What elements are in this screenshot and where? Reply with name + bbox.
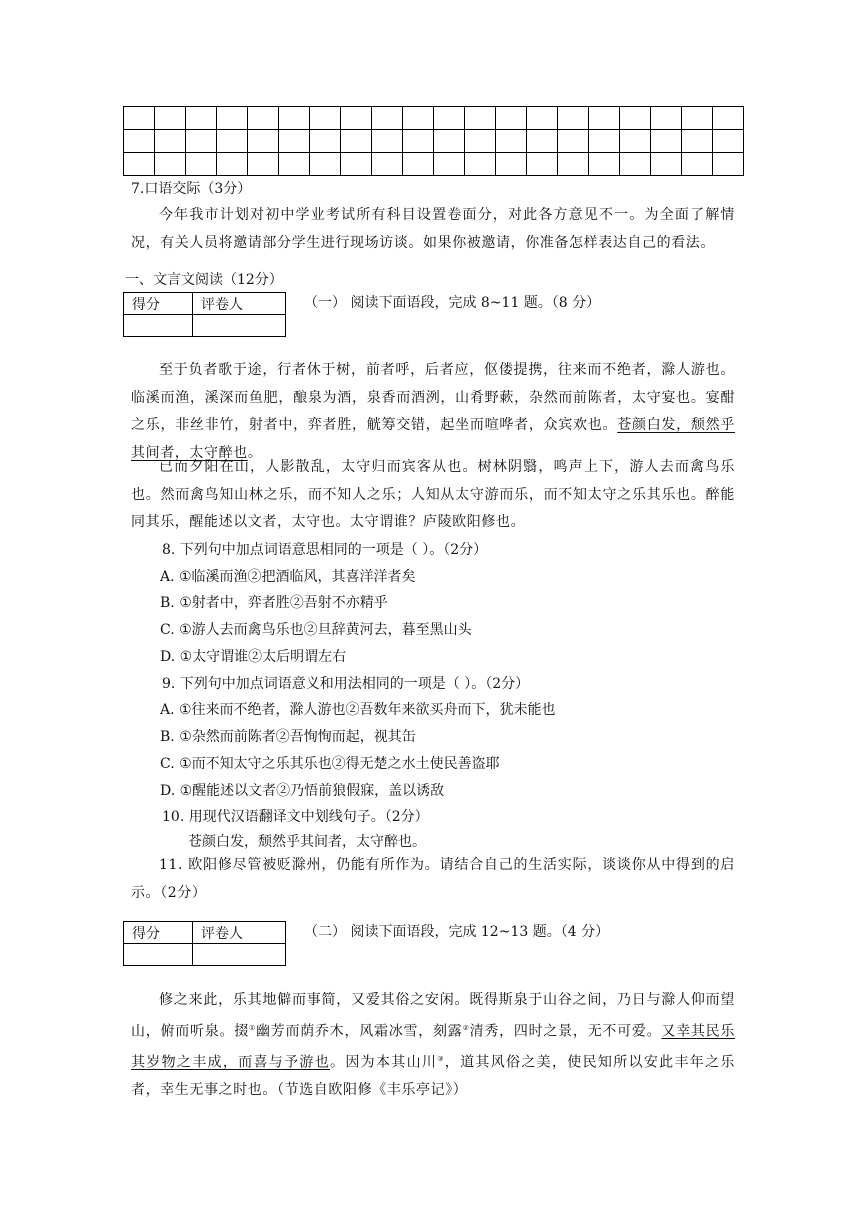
passage2-text-d: 。因为本其山川 bbox=[330, 1054, 438, 1071]
grid-cell[interactable] bbox=[465, 153, 496, 176]
grid-cell[interactable] bbox=[155, 107, 186, 130]
grid-cell[interactable] bbox=[620, 107, 651, 130]
q7-title: 7.口语交际（3分） bbox=[131, 181, 252, 197]
grid-cell[interactable] bbox=[496, 107, 527, 130]
grid-cell[interactable] bbox=[589, 130, 620, 153]
grid-cell[interactable] bbox=[310, 130, 341, 153]
underlined-sentence: 苍颜白发，颓然乎其间者，太守醉也 bbox=[131, 417, 735, 461]
grid-cell[interactable] bbox=[651, 153, 682, 176]
grader-label: 评卷人 bbox=[193, 293, 286, 315]
passage2-text-a: 修之来此，乐其地僻而事简，又爱其俗之安闲。既得斯泉于山谷之间，乃日与滁人仰而望山，俯而听泉。掇 bbox=[131, 992, 735, 1040]
para1-end: 。 bbox=[247, 444, 263, 461]
score-label: 得分 bbox=[124, 293, 193, 315]
grid-cell[interactable] bbox=[589, 153, 620, 176]
grid-cell[interactable] bbox=[248, 153, 279, 176]
grid-cell[interactable] bbox=[248, 107, 279, 130]
part2-title: （二） 阅读下面语段，完成 12~13 题。（4 分） bbox=[304, 924, 610, 940]
grid-cell[interactable] bbox=[279, 153, 310, 176]
grid-cell[interactable] bbox=[651, 107, 682, 130]
grid-cell[interactable] bbox=[155, 153, 186, 176]
grid-cell[interactable] bbox=[713, 107, 744, 130]
part1-title: （一） 阅读下面语段，完成 8~11 题。（8 分） bbox=[304, 295, 601, 311]
q9-option-c: C. ①而不知太守之乐其乐也②得无楚之水土使民善盗耶 bbox=[160, 756, 500, 772]
grid-cell[interactable] bbox=[434, 130, 465, 153]
passage2-underlined: 又幸其民乐其岁物之丰成，而喜与予游也 bbox=[131, 1023, 735, 1071]
grid-cell[interactable] bbox=[279, 130, 310, 153]
grid-cell[interactable] bbox=[341, 107, 372, 130]
grid-cell[interactable] bbox=[558, 130, 589, 153]
q9-stem: 9. 下列句中加点词语意义和用法相同的一项是（ ）。（2分） bbox=[162, 676, 530, 692]
grid-cell[interactable] bbox=[248, 130, 279, 153]
grid-cell[interactable] bbox=[341, 130, 372, 153]
grid-cell[interactable] bbox=[713, 130, 744, 153]
grader-label: 评卷人 bbox=[193, 922, 286, 944]
grid-cell[interactable] bbox=[496, 130, 527, 153]
grid-cell[interactable] bbox=[620, 130, 651, 153]
q8-stem: 8. 下列句中加点词语意思相同的一项是（ ）。（2分） bbox=[162, 542, 488, 558]
grid-cell[interactable] bbox=[217, 107, 248, 130]
grid-cell[interactable] bbox=[465, 130, 496, 153]
grid-cell[interactable] bbox=[124, 107, 155, 130]
score-box-2 bbox=[123, 921, 286, 966]
grid-cell[interactable] bbox=[620, 153, 651, 176]
grid-cell[interactable] bbox=[217, 130, 248, 153]
q7-body: 今年我市计划对初中学业考试所有科目设置卷面分，对此各方意见不一。为全面了解情况，有关人员将邀请部分学生进行现场访谈。如果你被邀请，你准备怎样表达自己的看法。 bbox=[131, 207, 735, 251]
grader-cell bbox=[193, 315, 286, 337]
passage2 bbox=[131, 987, 735, 1104]
footnote-mark-1: ① bbox=[249, 1023, 257, 1032]
grid-cell[interactable] bbox=[124, 153, 155, 176]
grid-cell[interactable] bbox=[434, 107, 465, 130]
grid-row bbox=[124, 130, 744, 153]
grid-cell[interactable] bbox=[589, 107, 620, 130]
grid-cell[interactable] bbox=[310, 107, 341, 130]
grid-cell[interactable] bbox=[558, 107, 589, 130]
grid-cell[interactable] bbox=[155, 130, 186, 153]
grid-cell[interactable] bbox=[186, 130, 217, 153]
grid-cell[interactable] bbox=[217, 153, 248, 176]
grid-cell[interactable] bbox=[558, 153, 589, 176]
grid-cell[interactable] bbox=[434, 153, 465, 176]
grid-cell[interactable] bbox=[310, 153, 341, 176]
grid-row bbox=[124, 107, 744, 130]
passage2-text-e: ，道其风俗之美，使民知所以安此丰年之乐者，幸生无事之时也。（节选自欧阳修《丰乐亭记》） bbox=[131, 1054, 735, 1098]
q9-option-b: B. ①杂然而前陈者②吾恂恂而起，视其缶 bbox=[160, 729, 416, 745]
passage1-para1 bbox=[131, 357, 735, 467]
grid-cell[interactable] bbox=[372, 107, 403, 130]
grid-cell[interactable] bbox=[713, 153, 744, 176]
q8-option-b: B. ①射者中，弈者胜②吾射不亦精乎 bbox=[160, 595, 388, 611]
passage2-text-b: 幽芳而荫乔木，风霜冰雪，刻露 bbox=[256, 1023, 463, 1040]
grid-cell[interactable] bbox=[527, 107, 558, 130]
grid-cell[interactable] bbox=[527, 130, 558, 153]
grid-cell[interactable] bbox=[682, 107, 713, 130]
answer-grid bbox=[123, 106, 744, 176]
section-title: 一、文言文阅读（12分） bbox=[125, 272, 283, 288]
para1-text: 至于负者歌于途，行者休于树，前者呼，后者应，伛偻提携，往来而不绝者，滁人游也。临溪而渔，溪深而鱼肥，酿泉为酒，泉香而酒洌，山肴野蔌，杂然而前陈者，太守宴也。宴酣之乐，非丝非竹，射者中，弈者胜，觥筹交错，起坐而喧哗者，众宾欢也。 bbox=[131, 362, 735, 433]
grid-cell[interactable] bbox=[341, 153, 372, 176]
grid-cell[interactable] bbox=[279, 107, 310, 130]
grid-cell[interactable] bbox=[124, 130, 155, 153]
grid-cell[interactable] bbox=[372, 153, 403, 176]
grid-row bbox=[124, 153, 744, 176]
grid-cell[interactable] bbox=[527, 153, 558, 176]
grid-cell[interactable] bbox=[403, 107, 434, 130]
score-box-1 bbox=[123, 292, 286, 337]
grid-cell[interactable] bbox=[403, 130, 434, 153]
grid-cell[interactable] bbox=[465, 107, 496, 130]
q8-option-a: A. ①临溪而渔②把酒临风，其喜洋洋者矣 bbox=[160, 569, 416, 585]
q11-stem: 11. 欧阳修尽管被贬滁州，仍能有所作为。请结合自己的生活实际，谈谈你从中得到的启示。（2分） bbox=[131, 857, 735, 901]
q8-option-c: C. ①游人去而禽鸟乐也②旦辞黄河去，暮至黑山头 bbox=[160, 622, 472, 638]
grid-cell[interactable] bbox=[682, 130, 713, 153]
q10-sentence: 苍颜白发，颓然乎其间者，太守醉也。 bbox=[188, 834, 426, 850]
q10-stem: 10. 用现代汉语翻译文中划线句子。（2分） bbox=[162, 809, 429, 825]
passage2-text-c: 清秀，四时之景，无不可爱。 bbox=[469, 1023, 662, 1040]
score-label: 得分 bbox=[124, 922, 193, 944]
passage1-para2: 已而夕阳在山，人影散乱，太守归而宾客从也。树林阴翳，鸣声上下，游人去而禽鸟乐也。然而禽鸟知山林之乐，而不知人之乐；人知从太守游而乐，而不知太守之乐其乐也。醉能同其乐，醒能述以文者，太守也。太守谓谁？庐陵欧阳修也。 bbox=[131, 459, 735, 530]
grid-cell[interactable] bbox=[403, 153, 434, 176]
footnote-mark-3: ③ bbox=[437, 1054, 445, 1063]
grid-cell[interactable] bbox=[682, 153, 713, 176]
grid-cell[interactable] bbox=[372, 130, 403, 153]
grid-cell[interactable] bbox=[651, 130, 682, 153]
grid-cell[interactable] bbox=[496, 153, 527, 176]
q8-option-d: D. ①太守谓谁②太后明谓左右 bbox=[160, 649, 347, 665]
score-cell bbox=[124, 315, 193, 337]
q9-option-d: D. ①醒能述以文者②乃悟前狼假寐，盖以诱敌 bbox=[160, 783, 445, 799]
footnote-mark-2: ② bbox=[462, 1023, 470, 1032]
grid-cell[interactable] bbox=[186, 107, 217, 130]
grader-cell bbox=[193, 944, 286, 966]
score-cell bbox=[124, 944, 193, 966]
q9-option-a: A. ①往来而不绝者，滁人游也②吾数年来欲买舟而下，犹未能也 bbox=[160, 702, 556, 718]
grid-cell[interactable] bbox=[186, 153, 217, 176]
